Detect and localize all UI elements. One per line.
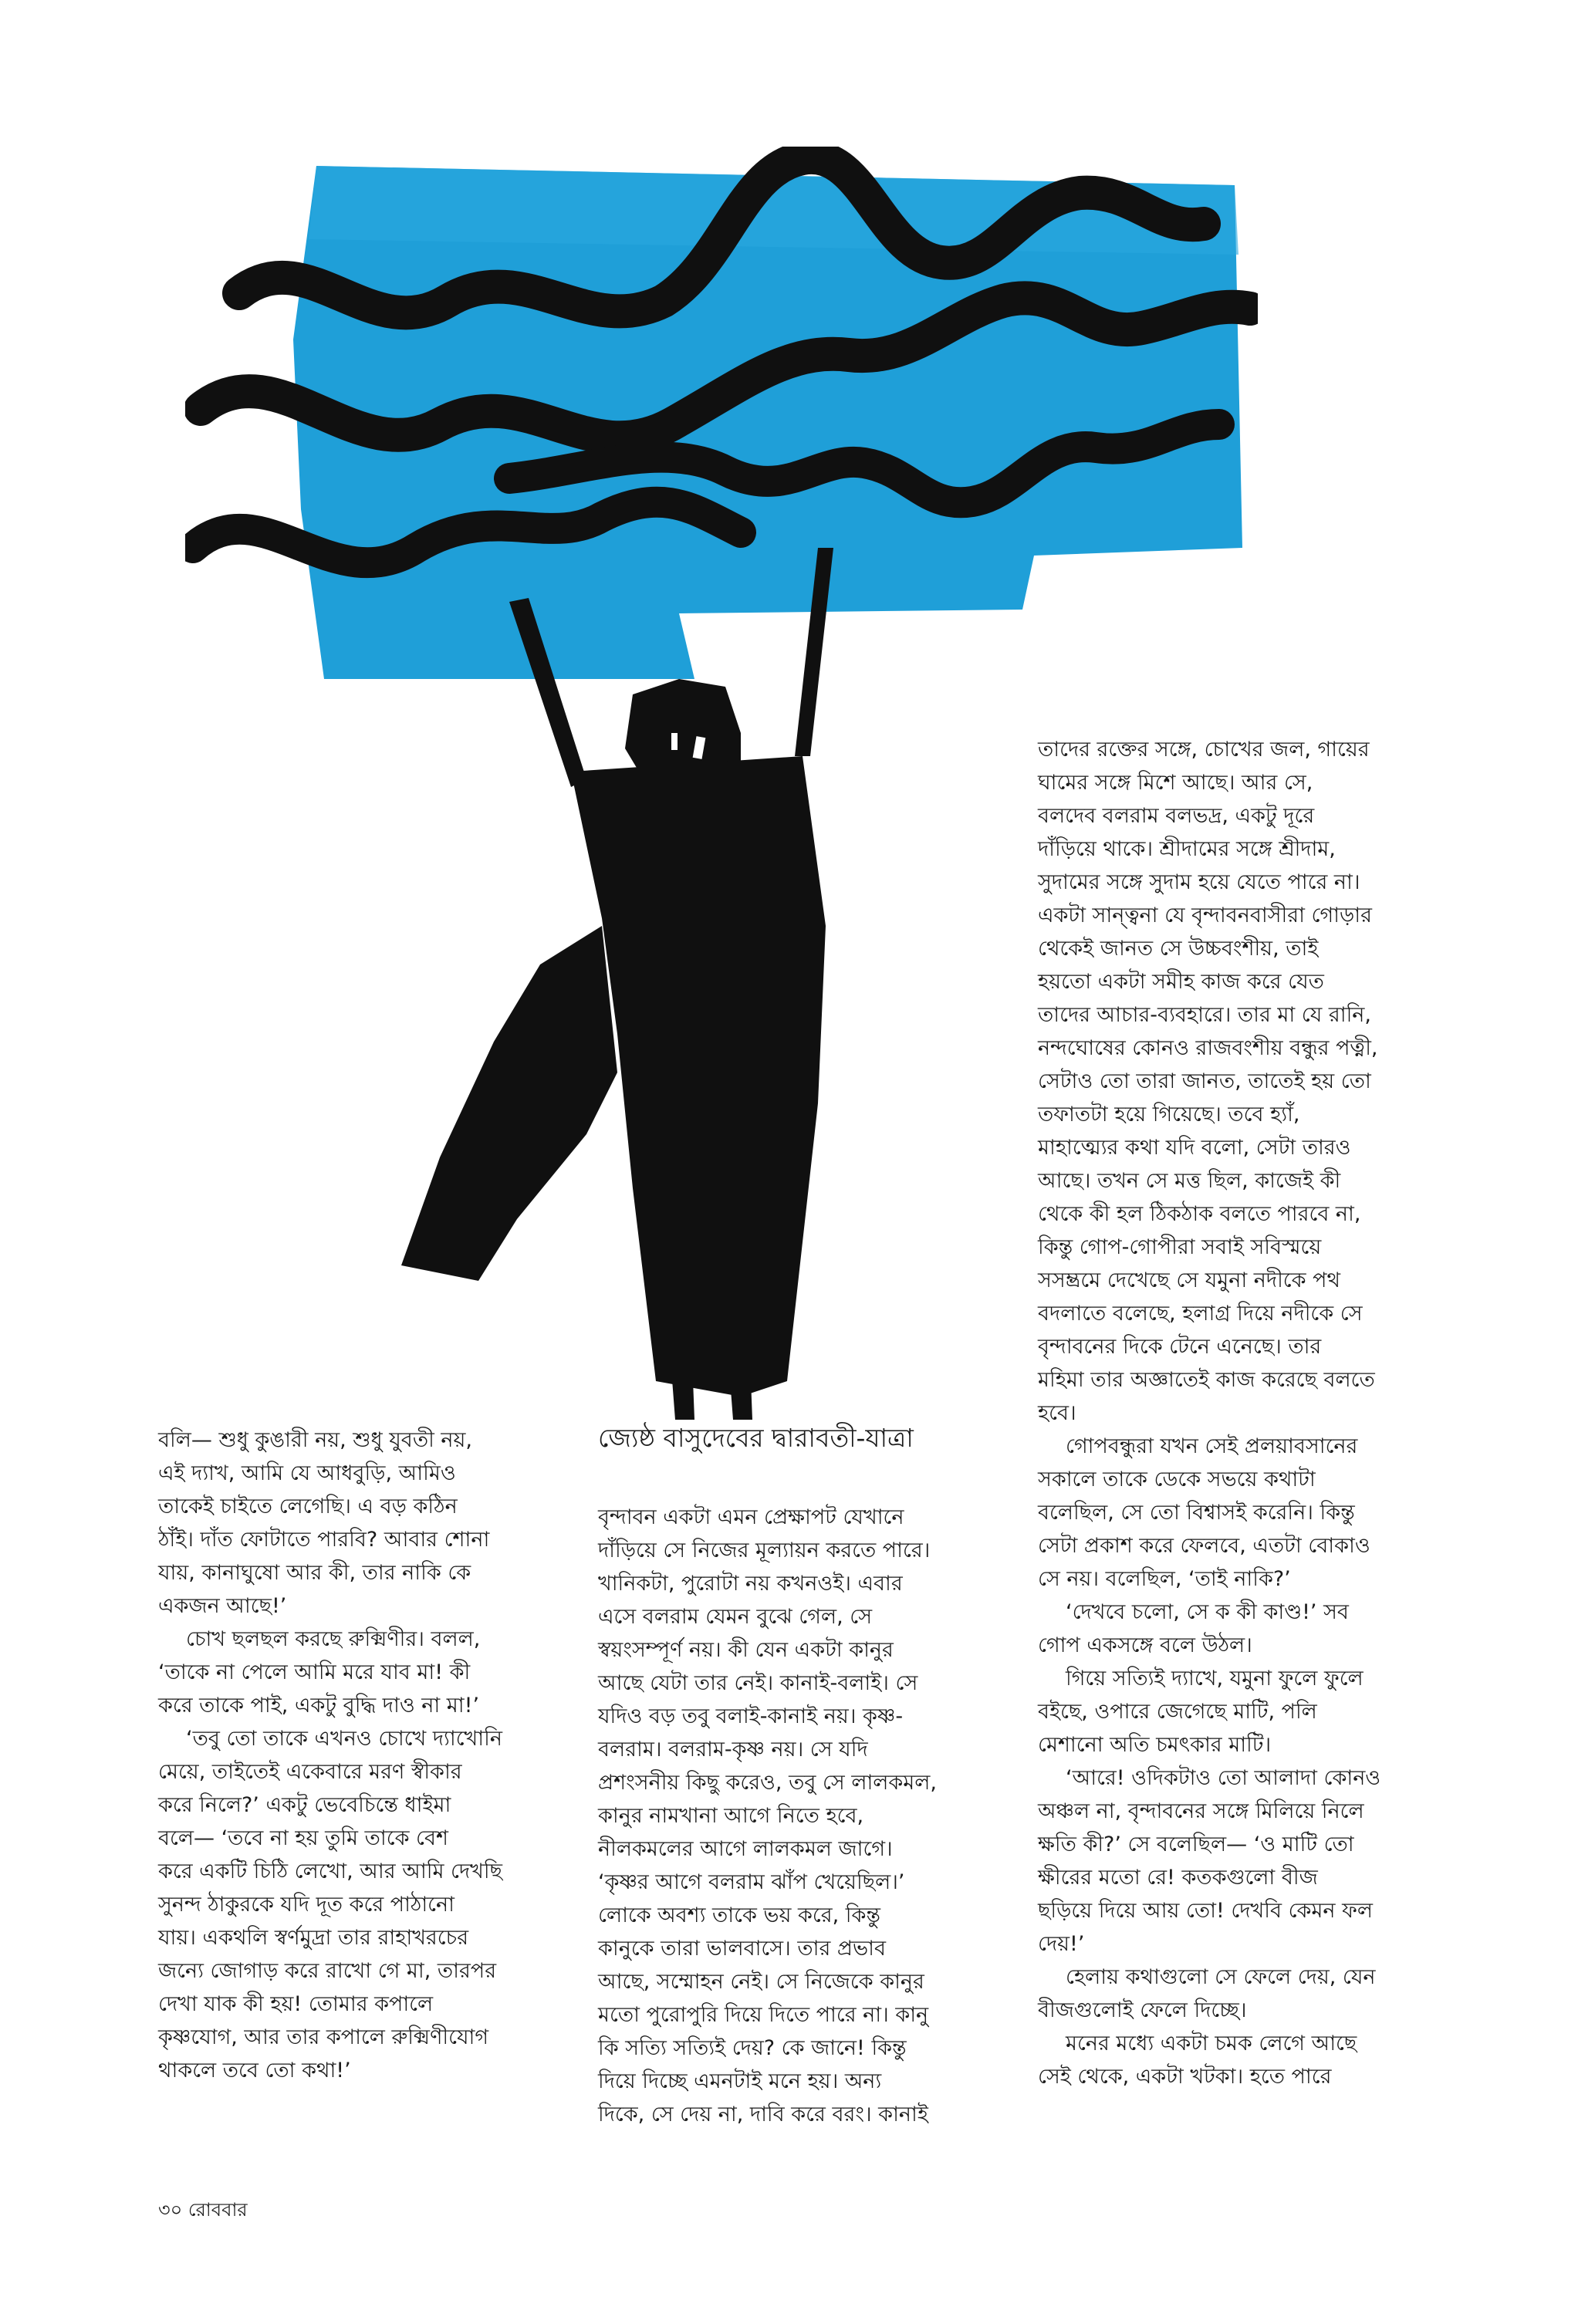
paragraph: মনের মধ্যে একটা চমক লেগে আছে সেই থেকে, একটা খটকা। হতে পারে: [1038, 2032, 1357, 2089]
paragraph: গিয়ে সত্যিই দ্যাখে, যমুনা ফুলে ফুলে বইছে, ওপারে জেগেছে মাটি, পলি মেশানো অতি চমৎকার মাটি।: [1038, 1667, 1364, 1757]
middle-text-column: [598, 1501, 999, 2131]
paragraph: হেলায় কথাগুলো সে ফেলে দেয়, যেন বীজগুলোই ফেলে দিচ্ছে।: [1038, 1965, 1376, 2022]
paragraph: গোপবন্ধুরা যখন সেই প্রলয়াবসানের সকালে তাকে ডেকে সভয়ে কথাটা বলেছিল, সে তো বিশ্বাসই করেনি। কিন্তু সেটা প্রকাশ করে ফেলবে, এতটা বোকাও সে নয়। বলেছিল, ‘তাই নাকি?’: [1038, 1434, 1370, 1591]
page-number: ৩০: [158, 2199, 183, 2221]
section-heading: জ্যেষ্ঠ বাসুদেবের দ্বারাবতী-যাত্রা: [598, 1423, 914, 1453]
paragraph: ‘তবু তো তাকে এখনও চোখে দ্যাখোনি মেয়ে, তাইতেই একেবারে মরণ স্বীকার করে নিলে?’ একটু ভেবেচিন্তে ধাইমা বলে— ‘তবে না হয় তুমি তাকে বেশ করে একটি চিঠি লেখো, আর আমি দেখছি সুনন্দ ঠাকুরকে যদি দূত করে পাঠানো যায়। একথলি স্বর্ণমুদ্রা তার রাহাখরচের জন্যে জোগাড় করে রাখো গে মা, তারপর দেখা যাক কী হয়! তোমার কপালে কৃষ্ণযোগ, আর তার কপালে রুক্মিণীযোগ থাকলে তবে তো কথা!’: [158, 1727, 502, 2082]
page-footer: [158, 2197, 248, 2222]
left-text-column: [158, 1424, 559, 2087]
right-text-column: [1038, 733, 1455, 2093]
paragraph: বৃন্দাবন একটা এমন প্রেক্ষাপট যেখানে দাঁড়িয়ে সে নিজের মূল্যায়ন করতে পারে। খানিকটা, পুরোটা নয় কখনওই। এবার এসে বলরাম যেমন বুঝে গেল, সে স্বয়ংসম্পূর্ণ নয়। কী যেন একটা কানুর আছে যেটা তার নেই। কানাই-বলাই। সে যদিও বড় তবু বলাই-কানাই নয়। কৃষ্ণ- বলরাম। বলরাম-কৃষ্ণ নয়। সে যদি প্রশংসনীয় কিছু করেও, তবু সে লালকমল, কানুর নামখানা আগে নিতে হবে, নীলকমলের আগে লালকমল জাগে। ‘কৃষ্ণর আগে বলরাম ঝাঁপ খেয়েছিল।’ লোকে অবশ্য তাকে ভয় করে, কিন্তু কানুকে তারা ভালবাসে। তার প্রভাব আছে, সম্মোহন নেই। সে নিজেকে কানুর মতো পুরোপুরি দিয়ে দিতে পারে না। কানু কি সত্যি সত্যিই দেয়? কে জানে! কিন্তু দিয়ে দিচ্ছে এমনটাই মনে হয়। অন্য দিকে, সে দেয় না, দাবি করে বরং। কানাই: [598, 1505, 937, 2126]
paragraph: চোখ ছলছল করছে রুক্মিণীর। বলল, ‘তাকে না পেলে আমি মরে যাব মা! কী করে তাকে পাই, একটু বুদ্ধি দাও না মা!’: [158, 1627, 481, 1718]
paragraph: বলি— শুধু কুঙারী নয়, শুধু যুবতী নয়, এই দ্যাখ, আমি যে আধবুড়ি, আমিও তাকেই চাইতে লেগেছি। এ বড় কঠিন ঠাঁই। দাঁত ফোটাতে পারবি? আবার শোনা যায়, কানাঘুষো আর কী, তার নাকি কে একজন আছে!’: [158, 1428, 490, 1618]
paragraph: ‘দেখবে চলো, সে ক কী কাণ্ড!’ সব গোপ একসঙ্গে বলে উঠল।: [1038, 1600, 1349, 1657]
paragraph: ‘আরে! ওদিকটাও তো আলাদা কোনও অঞ্চল না, বৃন্দাবনের সঙ্গে মিলিয়ে নিলে ক্ষতি কী?’ সে বলেছিল— ‘ও মাটি তো ক্ষীরের মতো রে! কতকগুলো বীজ ছড়িয়ে দিয়ে আয় তো! দেখবি কেমন ফল দেয়!’: [1038, 1766, 1381, 1956]
publication-name: রোববার: [188, 2199, 248, 2221]
paragraph: তাদের রক্তের সঙ্গে, চোখের জল, গায়ের ঘামের সঙ্গে মিশে আছে। আর সে, বলদেব বলরাম বলভদ্র, একটু দূরে দাঁড়িয়ে থাকে। শ্রীদামের সঙ্গে শ্রীদাম, সুদামের সঙ্গে সুদাম হয়ে যেতে পারে না। একটা সান্ত্বনা যে বৃন্দাবনবাসীরা গোড়ার থেকেই জানত সে উচ্চবংশীয়, তাই হয়তো একটা সমীহ কাজ করে যেত তাদের আচার-ব্যবহারে। তার মা যে রানি, নন্দঘোষের কোনও রাজবংশীয় বন্ধুর পত্নী, সেটাও তো তারা জানত, তাতেই হয় তো তফাতটা হয়ে গিয়েছে। তবে হ্যাঁ, মাহাত্ম্যের কথা যদি বলো, সেটা তারও আছে। তখন সে মত্ত ছিল, কাজেই কী থেকে কী হল ঠিকঠাক বলতে পারবে না, কিন্তু গোপ-গোপীরা সবাই সবিস্ময়ে সসম্ভ্রমে দেখেছে সে যমুনা নদীকে পথ বদলাতে বলেছে, হলাগ্র দিয়ে নদীকে সে বৃন্দাবনের দিকে টেনে এনেছে। তার মহিমা তার অজ্ঞাতেই কাজ করেছে বলতে হবে।: [1038, 738, 1378, 1425]
